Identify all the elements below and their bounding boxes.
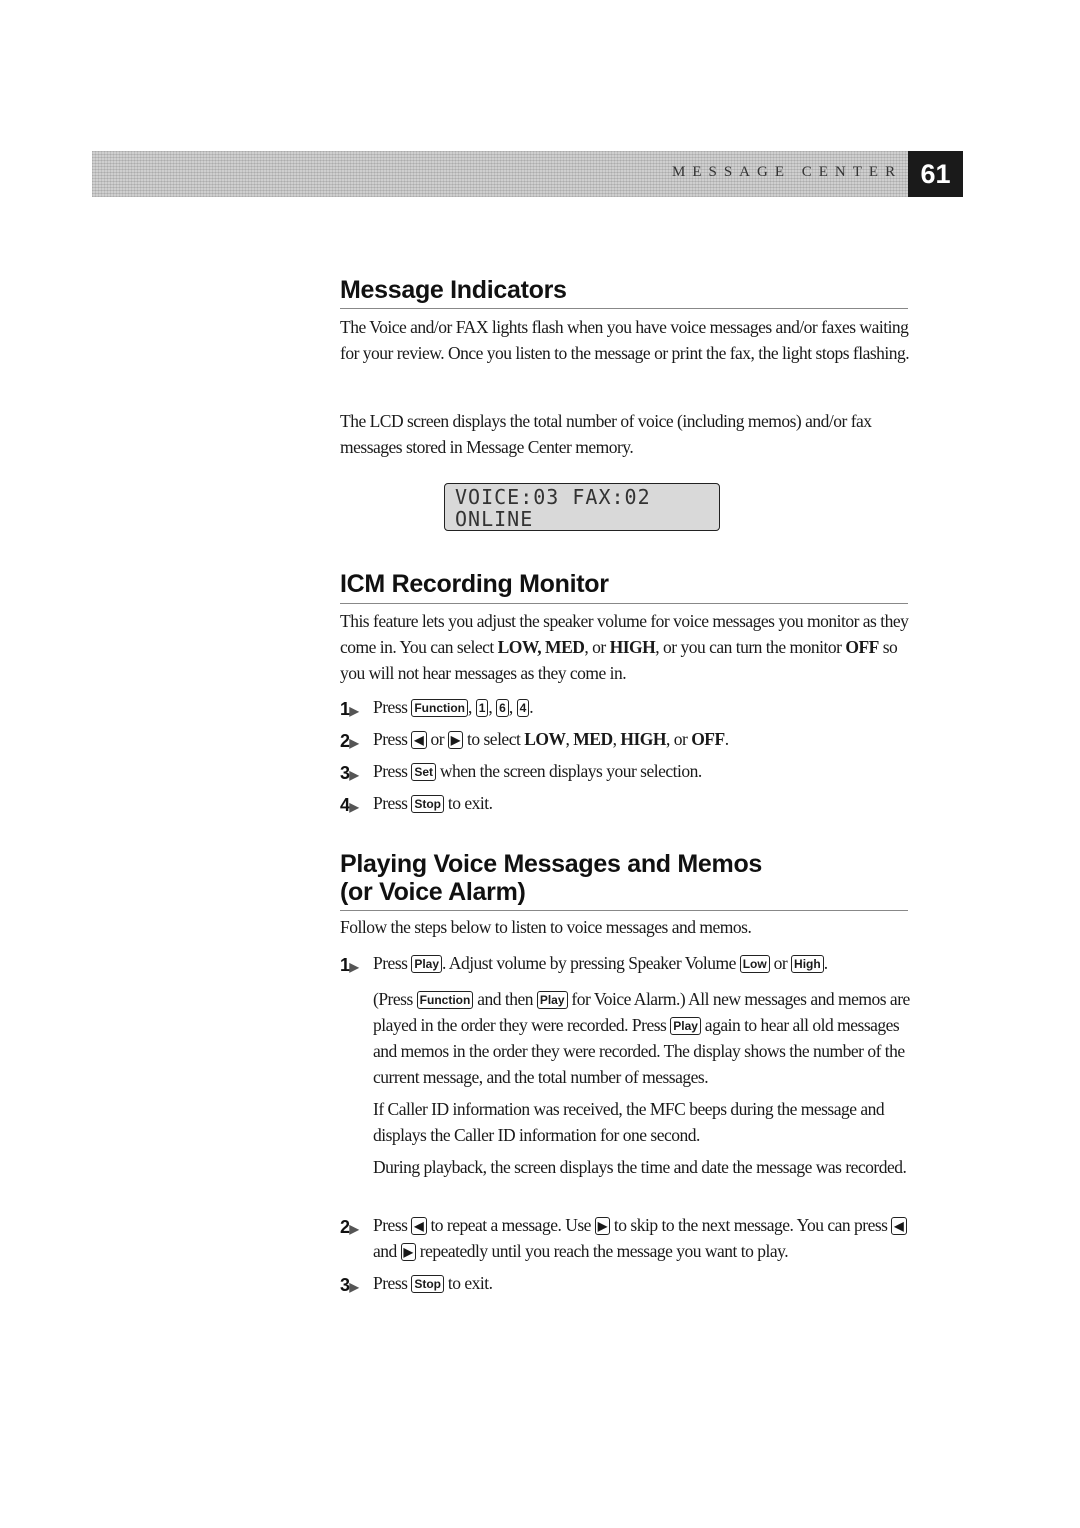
step-number: 2▶ xyxy=(340,1217,359,1237)
left-arrow-key: ◀ xyxy=(891,1217,906,1235)
indicators-paragraph-1: The Voice and/or FAX lights flash when you have voice messages and/or faxes waiting for your review. Once you listen to the message or print the fax, the light stops flashing. xyxy=(340,317,910,363)
icm-paragraph: This feature lets you adjust the speaker volume for voice messages you monitor as they come in. You can select LOW, MED, or HIGH, or you can turn the monitor OFF so you will not hear messages as they come in. xyxy=(340,611,909,683)
step-number: 1▶ xyxy=(340,699,359,719)
heading-rule xyxy=(340,603,908,604)
step-number: 2▶ xyxy=(340,731,359,751)
key-1: 1 xyxy=(476,699,489,717)
indicators-paragraph-2: The LCD screen displays the total number of voice (including memos) and/or fax messages stored in Message Center memory. xyxy=(340,411,872,457)
function-key: Function xyxy=(417,991,474,1009)
lcd-line-1: VOICE:03 FAX:02 xyxy=(455,485,651,509)
high-key: High xyxy=(791,955,824,973)
left-arrow-key: ◀ xyxy=(411,1217,426,1235)
lcd-display xyxy=(444,483,720,531)
play-key: Play xyxy=(670,1017,701,1035)
playing-note-3: During playback, the screen displays the time and date the message was recorded. xyxy=(373,1157,907,1177)
play-key: Play xyxy=(411,955,442,973)
playing-note-2: If Caller ID information was received, the MFC beeps during the message and displays the Caller ID information for one second. xyxy=(373,1099,885,1145)
section-title: MESSAGE CENTER xyxy=(672,164,903,180)
stop-key: Stop xyxy=(411,1275,444,1293)
playing-note-1: (Press Function and then Play for Voice Alarm.) All new messages and memos are played in the order they were recorded. Press Play again to hear all old messages and memos in the order they were recorded. The display shows the number of the current message, and the total number of messages. xyxy=(373,989,910,1087)
step-number: 3▶ xyxy=(340,763,359,783)
step-number: 1▶ xyxy=(340,955,359,975)
step-number: 3▶ xyxy=(340,1275,359,1295)
set-key: Set xyxy=(411,763,436,781)
heading-playing-voice-messages: Playing Voice Messages and Memos (or Voice Alarm) xyxy=(340,850,763,906)
stop-key: Stop xyxy=(411,795,444,813)
right-arrow-key: ▶ xyxy=(401,1243,416,1261)
left-arrow-key: ◀ xyxy=(411,731,426,749)
page-number: 61 xyxy=(908,151,963,197)
right-arrow-key: ▶ xyxy=(595,1217,610,1235)
key-6: 6 xyxy=(496,699,509,717)
key-4: 4 xyxy=(517,699,530,717)
heading-rule xyxy=(340,910,908,911)
lcd-line-2: ONLINE xyxy=(455,507,534,531)
function-key: Function xyxy=(411,699,468,717)
low-key: Low xyxy=(740,955,770,973)
step-number: 4▶ xyxy=(340,795,359,815)
heading-icm-recording-monitor: ICM Recording Monitor xyxy=(340,570,609,598)
play-key: Play xyxy=(537,991,568,1009)
heading-message-indicators: Message Indicators xyxy=(340,276,567,304)
heading-rule xyxy=(340,308,908,309)
playing-intro: Follow the steps below to listen to voice messages and memos. xyxy=(340,917,752,937)
right-arrow-key: ▶ xyxy=(448,731,463,749)
